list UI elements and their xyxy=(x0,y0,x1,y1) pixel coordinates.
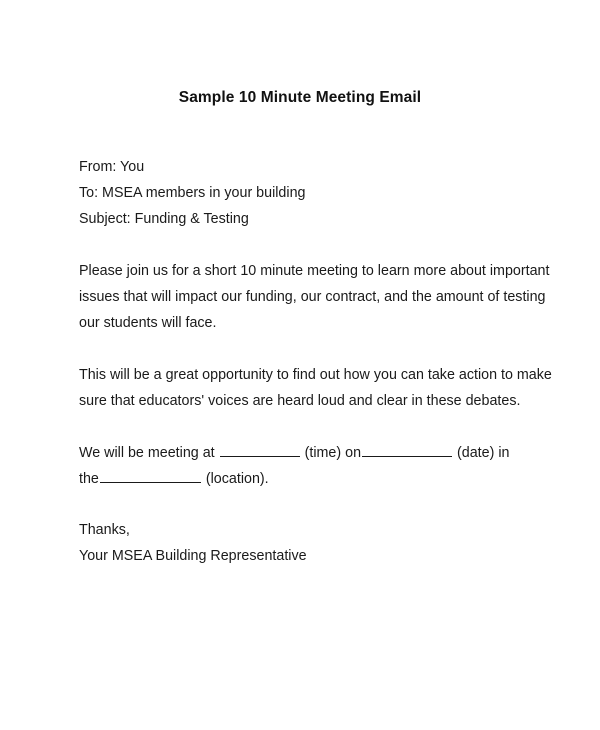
from-line: From: You xyxy=(79,159,145,175)
location-blank[interactable] xyxy=(100,469,201,483)
the-label: the xyxy=(79,471,99,487)
closing-thanks: Thanks, xyxy=(79,522,130,538)
paragraph2-line1: This will be a great opportunity to find out how you can take action to make xyxy=(79,367,552,383)
date-label: (date) in xyxy=(457,445,510,461)
paragraph2-line2: sure that educators' voices are heard loud and clear in these debates. xyxy=(79,393,521,409)
paragraph1-line2: issues that will impact our funding, our contract, and the amount of testing xyxy=(79,289,546,305)
time-blank[interactable] xyxy=(220,443,300,457)
location-line xyxy=(79,469,269,488)
time-label: (time) on xyxy=(304,445,362,461)
paragraph1-line1: Please join us for a short 10 minute meeting to learn more about important xyxy=(79,263,550,279)
meeting-prefix: We will be meeting at xyxy=(79,445,215,461)
meeting-line xyxy=(79,443,509,462)
date-blank[interactable] xyxy=(362,443,452,457)
to-line: To: MSEA members in your building xyxy=(79,185,306,201)
subject-line: Subject: Funding & Testing xyxy=(79,211,249,227)
closing-signature: Your MSEA Building Representative xyxy=(79,548,307,564)
document-title: Sample 10 Minute Meeting Email xyxy=(178,89,422,106)
location-label: (location). xyxy=(205,471,269,487)
paragraph1-line3: our students will face. xyxy=(79,315,217,331)
